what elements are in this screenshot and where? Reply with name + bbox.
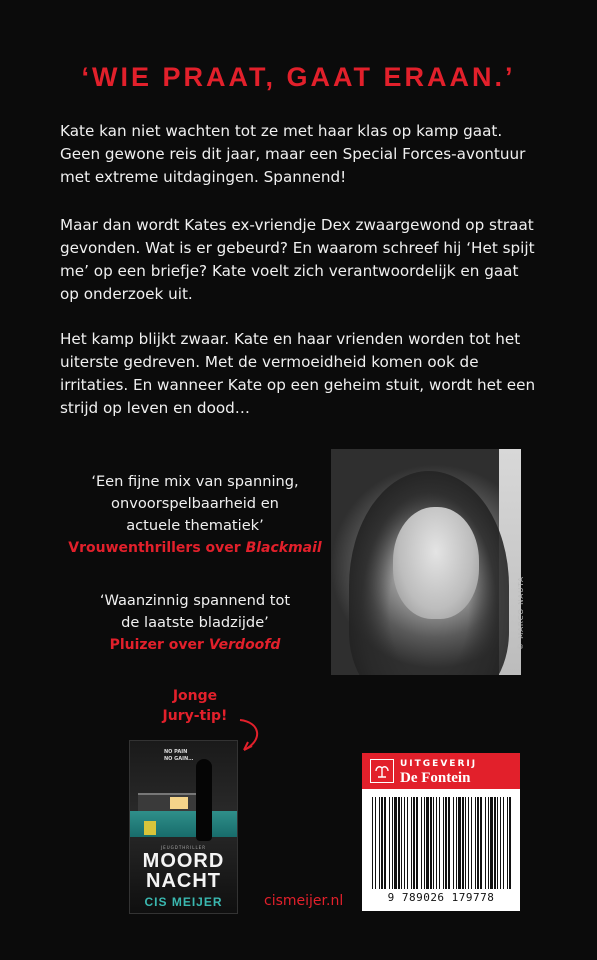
publisher-line-2: De Fontein [400, 770, 471, 786]
barcode-bar [488, 797, 489, 889]
barcode-bar [430, 797, 432, 889]
fountain-glyph-icon [374, 763, 390, 779]
cover-author: CIS MEIJER [144, 895, 223, 909]
quote-source-prefix: Pluizer over [109, 637, 209, 653]
barcode-bar [507, 797, 508, 889]
barcode-bar [404, 797, 405, 889]
barcode-bar [426, 797, 429, 889]
barcode-bar [381, 797, 383, 889]
cover-tagline-line: NO PAIN [164, 749, 188, 755]
related-book-cover [129, 740, 238, 914]
cover-house [138, 793, 198, 813]
quote-line: ‘Een fijne mix van spanning, [91, 473, 299, 490]
barcode-bar [465, 797, 466, 889]
barcode-bar [416, 797, 418, 889]
barcode-bar [494, 797, 496, 889]
barcode-bar [456, 797, 457, 889]
cover-genre: JEUGDTHRILLER [161, 845, 206, 850]
barcode-bar [379, 797, 380, 889]
cover-tagline [164, 749, 193, 763]
tagline: ‘WIE PRAAT, GAAT ERAAN.’ [81, 62, 516, 92]
barcode-bar [453, 797, 454, 889]
jury-tip-line: Jonge [172, 688, 218, 704]
quote-source-title: Verdoofd [208, 637, 281, 653]
barcode-bar [462, 797, 464, 889]
barcode-bar [407, 797, 408, 889]
barcode-bar [424, 797, 425, 889]
cover-title-line: MOORD [142, 850, 225, 872]
quote-line: onvoorspelbaarheid en [111, 495, 279, 512]
author-website-link[interactable]: cismeijer.nl [264, 893, 344, 909]
blurb-paragraph-1: Kate kan niet wachten tot ze met haar klas op kamp gaat. Geen gewone reis dit jaar, maar een Special Forces-avontuur met extreme uitdagingen. Spannend! [60, 122, 526, 186]
barcode-bar [394, 797, 397, 889]
quote-source [60, 634, 330, 656]
barcode-bar [509, 797, 511, 889]
jury-tip-line: Jury-tip! [162, 708, 228, 724]
cover-badge-icon [144, 821, 156, 835]
jury-tip-label [150, 686, 240, 726]
barcode-bar [398, 797, 400, 889]
quote-source [60, 537, 330, 559]
barcode-bar [411, 797, 412, 889]
fountain-icon [370, 759, 394, 783]
barcode-bar [392, 797, 393, 889]
barcode-bar [468, 797, 469, 889]
review-quote-2 [60, 590, 330, 656]
barcode-bar [372, 797, 373, 889]
publisher-line-1: UITGEVERIJ [400, 759, 478, 769]
barcode-bar [375, 797, 376, 889]
cover-figure [196, 759, 212, 841]
barcode-bar [439, 797, 440, 889]
barcode-bar [433, 797, 434, 889]
barcode-bar [401, 797, 402, 889]
blurb-paragraph-3: Het kamp blijkt zwaar. Kate en haar vrienden worden tot het uiterste gedreven. Met de vermoeidheid komen ook de irritaties. En wanneer Kate op een geheim stuit, wordt het een strijd op leven en dood… [60, 330, 536, 417]
cover-window-light [170, 797, 188, 809]
barcode-bar [471, 797, 472, 889]
barcode-bar [389, 797, 390, 889]
barcode-bar [458, 797, 461, 889]
cover-title [130, 851, 237, 891]
isbn-number: 9 789026 179778 [387, 891, 495, 904]
barcode-bar [490, 797, 493, 889]
barcode-bar [500, 797, 501, 889]
barcode-bar [448, 797, 450, 889]
quote-source-prefix: Vrouwenthrillers over [68, 540, 246, 556]
photo-credit: © MARCO NAUTA [517, 576, 525, 650]
barcode-bar [477, 797, 479, 889]
quote-line: actuele thematiek’ [126, 517, 264, 534]
barcode-bar [480, 797, 482, 889]
barcode-bar [475, 797, 476, 889]
cover-title-line: NACHT [146, 870, 221, 892]
quote-source-title: Blackmail [245, 540, 322, 556]
barcode-bar [413, 797, 415, 889]
isbn-barcode [362, 789, 520, 911]
publisher-name [400, 757, 477, 785]
barcode-bars [362, 789, 520, 891]
barcode-bar [384, 797, 386, 889]
quote-line: ‘Waanzinnig spannend tot [99, 592, 291, 609]
barcode-bar [436, 797, 437, 889]
blurb-paragraph-2: Maar dan wordt Kates ex-vriendje Dex zwaargewond op straat gevonden. Wat is er gebeurd? En waarom schreef hij ‘Het spijt me’ op een briefje? Kate voelt zich verantwoordelijk en gaat op onderzoek uit. [60, 216, 535, 303]
review-quote-1 [60, 471, 330, 559]
author-photo [331, 449, 521, 675]
cover-tagline-line: NO GAIN… [164, 756, 194, 762]
barcode-bar [485, 797, 486, 889]
barcode-bar [445, 797, 447, 889]
barcode-bar [421, 797, 422, 889]
publisher-logo [362, 753, 520, 789]
barcode-bar [503, 797, 504, 889]
barcode-bar [497, 797, 498, 889]
barcode-bar [443, 797, 444, 889]
photo-face [393, 507, 479, 619]
quote-line: de laatste bladzijde’ [121, 614, 269, 631]
